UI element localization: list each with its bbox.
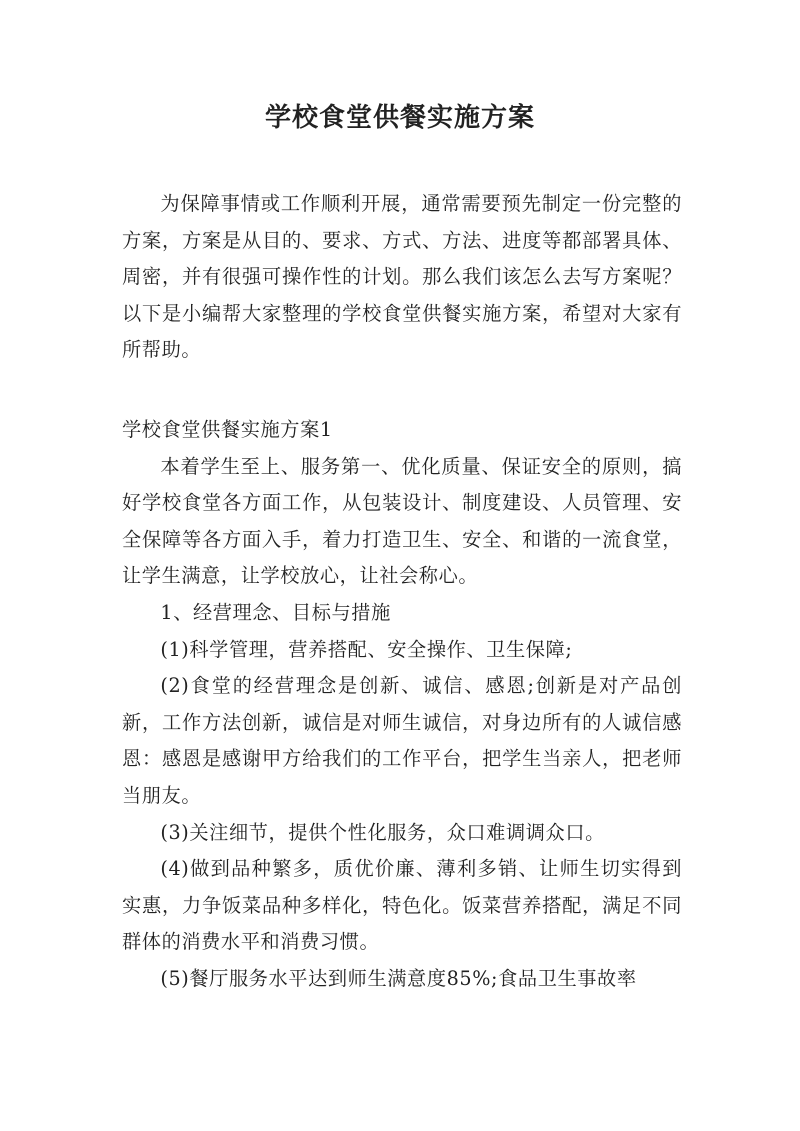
paragraph-item-4: (4)做到品种繁多，质优价廉、薄利多销、让师生切实得到实惠，力争饭菜品种多样化，特色化。饭菜营养搭配，满足不同群体的消费水平和消费习惯。 — [122, 857, 682, 954]
paragraph-heading-1: 1、经营理念、目标与措施 — [160, 600, 391, 624]
paragraph-item-2: (2)食堂的经营理念是创新、诚信、感恩;创新是对产品创新，工作方法创新，诚信是对师生诚信，对身边所有的人诚信感恩：感恩是感谢甲方给我们的工作平台，把学生当亲人，把老师当朋友。 — [122, 674, 682, 807]
intro-paragraph: 为保障事情或工作顺利开展，通常需要预先制定一份完整的方案，方案是从目的、要求、方式、方法、进度等都部署具体、周密，并有很强可操作性的计划。那么我们该怎么去写方案呢？以下是小编帮大家整理的学校食堂供餐实施方案，希望对大家有所帮助。 — [122, 192, 682, 362]
section-block — [122, 412, 682, 998]
page-title: 学校食堂供餐实施方案 — [264, 103, 535, 133]
paragraph-item-5: (5)餐厅服务水平达到师生满意度85%;食品卫生事故率 — [160, 966, 637, 990]
intro-block — [122, 186, 682, 369]
paragraph-item-1: (1)科学管理，营养搭配、安全操作、卫生保障; — [160, 637, 573, 661]
paragraph-principle: 本着学生至上、服务第一、优化质量、保证安全的原则，搞好学校食堂各方面工作，从包装设计、制度建设、人员管理、安全保障等各方面入手，着力打造卫生、安全、和谐的一流食堂，让学生满意，让学校放心，让社会称心。 — [122, 454, 682, 588]
section-heading: 学校食堂供餐实施方案1 — [122, 418, 333, 441]
paragraph-item-3: (3)关注细节，提供个性化服务，众口难调调众口。 — [160, 820, 605, 844]
